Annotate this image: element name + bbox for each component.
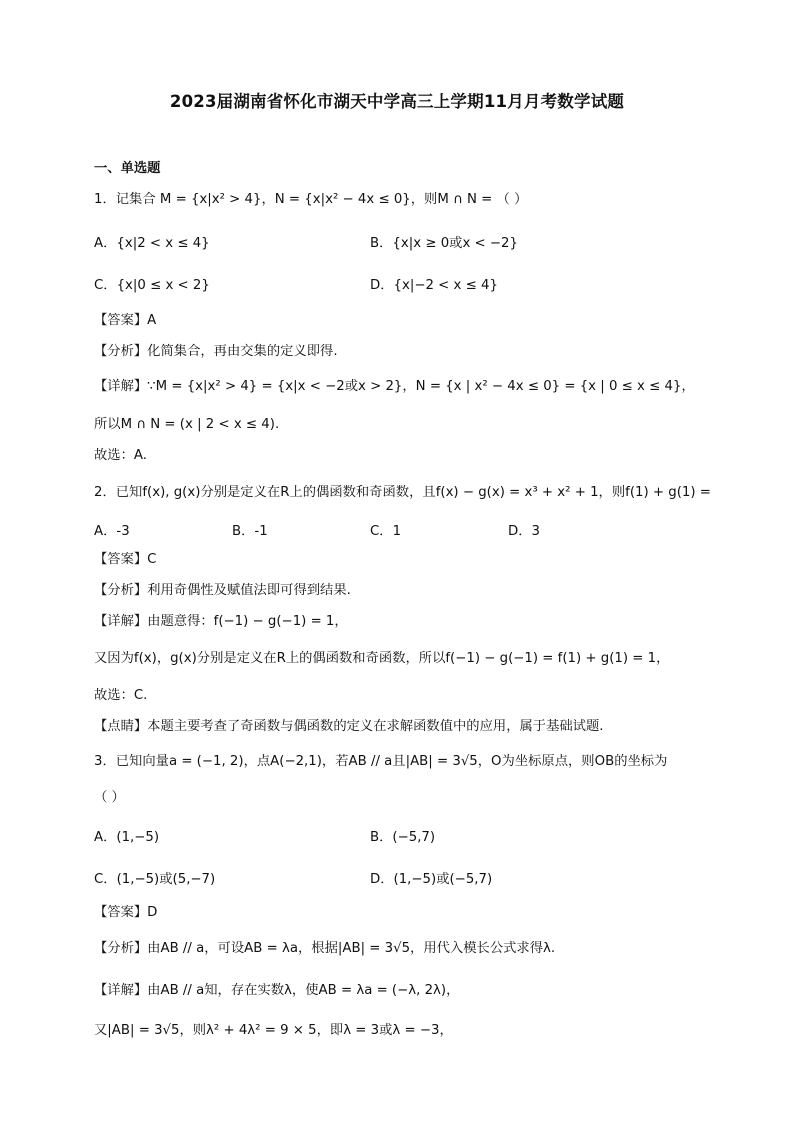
q3-option-a: A．(1,−5) — [94, 830, 160, 845]
q3-detail-2: 又|AB| = 3√5，则λ² + 4λ² = 9 × 5，即λ = 3或λ = −3， — [94, 1023, 453, 1038]
q1-detail-3: 故选：A. — [94, 448, 147, 463]
q2-option-c: C．1 — [370, 524, 402, 539]
q2-detail-2: 又因为f(x)，g(x)分别是定义在R上的偶函数和奇函数，所以f(−1) − g(−1) = f(1) + g(1) = 1， — [94, 651, 670, 666]
q1-stem: 1．记集合 M = {x|x² > 4}，N = {x|x² − 4x ≤ 0}，则M ∩ N = （ ） — [94, 192, 528, 207]
q2-detail-3: 故选：C. — [94, 688, 148, 703]
section-heading: 一、单选题 — [94, 161, 161, 176]
q3-option-c: C．(1,−5)或(5,−7) — [94, 872, 216, 887]
q1-answer: 【答案】A — [94, 313, 157, 328]
q2-detail-1: 【详解】由题意得：f(−1) − g(−1) = 1， — [94, 614, 348, 629]
q2-comment: 【点睛】本题主要考查了奇函数与偶函数的定义在求解函数值中的应用，属于基础试题. — [94, 719, 604, 734]
q1-option-d: D．{x|−2 < x ≤ 4} — [370, 278, 498, 293]
q3-stem-blank: （ ） — [94, 790, 125, 805]
q1-detail-2: 所以M ∩ N = (x | 2 < x ≤ 4). — [94, 417, 280, 432]
q2-option-b: B．-1 — [232, 524, 268, 539]
q3-analysis: 【分析】由AB // a，可设AB = λa，根据|AB| = 3√5，用代入模长公式求得λ. — [94, 941, 556, 956]
q3-option-b: B．(−5,7) — [370, 830, 436, 845]
page-title: 2023届湖南省怀化市湖天中学高三上学期11月月考数学试题 — [169, 92, 625, 111]
q3-stem: 3．已知向量a = (−1, 2)，点A(−2,1)，若AB // a且|AB| = 3√5，O为坐标原点，则OB的坐标为 — [94, 754, 668, 769]
q1-analysis: 【分析】化简集合，再由交集的定义即得. — [94, 344, 338, 359]
q3-option-d: D．(1,−5)或(−5,7) — [370, 872, 493, 887]
q1-option-c: C．{x|0 ≤ x < 2} — [94, 278, 210, 293]
q1-detail-1: 【详解】∵M = {x|x² > 4} = {x|x < −2或x > 2}，N = {x | x² − 4x ≤ 0} = {x | 0 ≤ x ≤ 4}， — [94, 379, 695, 394]
q2-option-d: D．3 — [508, 524, 540, 539]
q2-answer: 【答案】C — [94, 552, 157, 567]
q2-analysis: 【分析】利用奇偶性及赋值法即可得到结果. — [94, 583, 351, 598]
q1-option-a: A．{x|2 < x ≤ 4} — [94, 236, 210, 251]
q2-option-a: A．-3 — [94, 524, 130, 539]
q3-answer: 【答案】D — [94, 905, 158, 920]
q1-option-b: B．{x|x ≥ 0或x < −2} — [370, 236, 518, 251]
q2-stem: 2．已知f(x), g(x)分别是定义在R上的偶函数和奇函数，且f(x) − g(x) = x³ + x² + 1，则f(1) + g(1) = — [94, 485, 711, 500]
q3-detail-1: 【详解】由AB // a知，存在实数λ，使AB = λa = (−λ, 2λ)， — [94, 983, 460, 998]
